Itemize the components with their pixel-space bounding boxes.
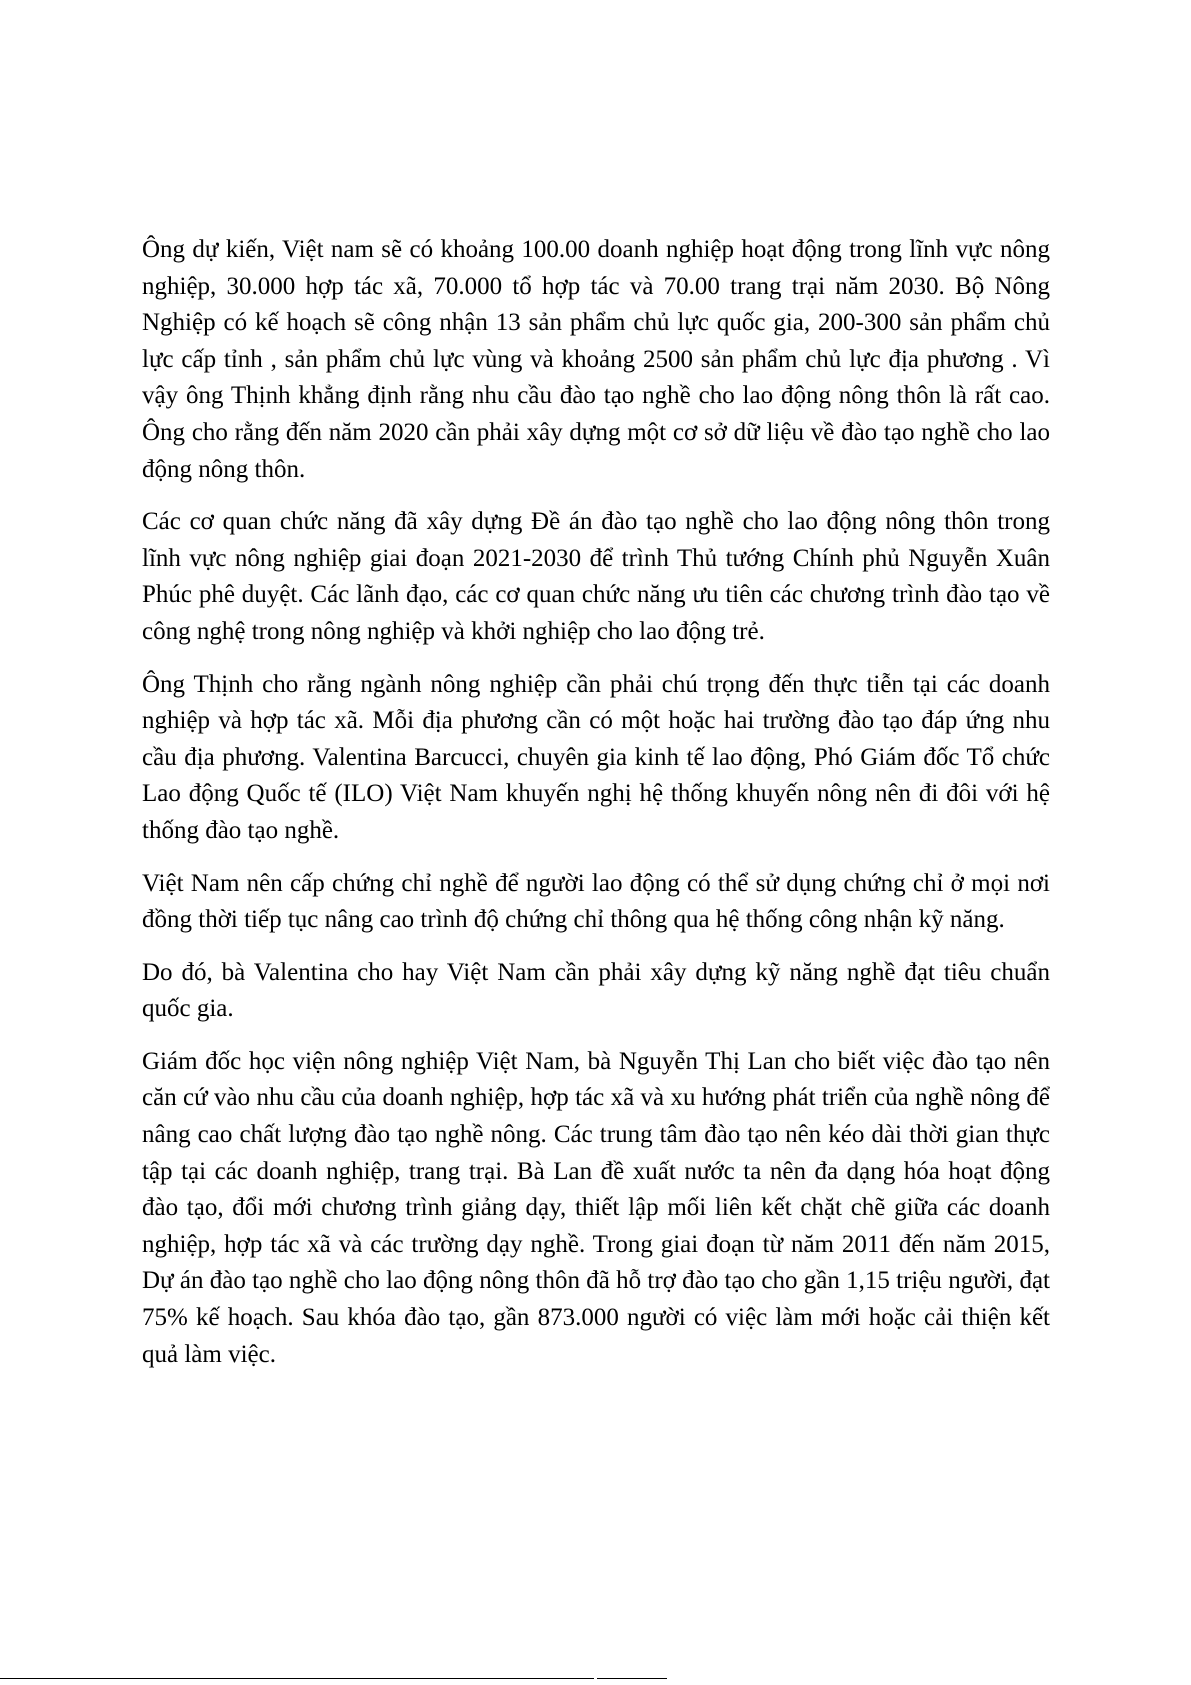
paragraph-3: Ông Thịnh cho rằng ngành nông nghiệp cần phải chú trọng đến thực tiễn tại các doanh nghiệp và hợp tác xã. Mỗi địa phương cần có một hoặc hai trường đào tạo đáp ứng nhu cầu địa phương. Valentina Barcucci, chuyên gia kinh tế lao động, Phó Giám đốc Tổ chức Lao động Quốc tế (ILO) Việt Nam khuyến nghị hệ thống khuyến nông nên đi đôi với hệ thống đào tạo nghề. [142,670,1050,844]
footer-divider [0,1678,594,1679]
paragraph-4: Việt Nam nên cấp chứng chỉ nghề để người lao động có thể sử dụng chứng chỉ ở mọi nơi đồng thời tiếp tục nâng cao trình độ chứng chỉ thông qua hệ thống công nhận kỹ năng. [142,869,1050,934]
paragraph-2: Các cơ quan chức năng đã xây dựng Đề án đào tạo nghề cho lao động nông thôn trong lĩnh vực nông nghiệp giai đoạn 2021-2030 để trình Thủ tướng Chính phủ Nguyễn Xuân Phúc phê duyệt. Các lãnh đạo, các cơ quan chức năng ưu tiên các chương trình đào tạo về công nghệ trong nông nghiệp và khởi nghiệp cho lao động trẻ. [142,508,1050,645]
paragraph-1: Ông dự kiến, Việt nam sẽ có khoảng 100.00 doanh nghiệp hoạt động trong lĩnh vực nông nghiệp, 30.000 hợp tác xã, 70.000 tổ hợp tác và 70.00 trang trại năm 2030. Bộ Nông Nghiệp có kế hoạch sẽ công nhận 13 sản phẩm chủ lực quốc gia, 200-300 sản phẩm chủ lực cấp tỉnh , sản phẩm chủ lực vùng và khoảng 2500 sản phẩm chủ lực địa phương . Vì vậy ông Thịnh khẳng định rằng nhu cầu đào tạo nghề cho lao động nông thôn là rất cao. Ông cho rằng đến năm 2020 cần phải xây dựng một cơ sở dữ liệu về đào tạo nghề cho lao động nông thôn. [142,236,1050,483]
paragraph-5: Do đó, bà Valentina cho hay Việt Nam cần phải xây dựng kỹ năng nghề đạt tiêu chuẩn quốc gia. [142,958,1050,1023]
paragraph-6: Giám đốc học viện nông nghiệp Việt Nam, bà Nguyễn Thị Lan cho biết việc đào tạo nên căn cứ vào nhu cầu của doanh nghiệp, hợp tác xã và xu hướng phát triển của nghề nông để nâng cao chất lượng đào tạo nghề nông. Các trung tâm đào tạo nên kéo dài thời gian thực tập tại các doanh nghiệp, trang trại. Bà Lan đề xuất nước ta nên đa dạng hóa hoạt động đào tạo, đổi mới chương trình giảng dạy, thiết lập mối liên kết chặt chẽ giữa các doanh nghiệp, hợp tác xã và các trường dạy nghề. Trong giai đoạn từ năm 2011 đến năm 2015, Dự án đào tạo nghề cho lao động nông thôn đã hỗ trợ đào tạo cho gần 1,15 triệu người, đạt 75% kế hoạch. Sau khóa đào tạo, gần 873.000 người có việc làm mới hoặc cải thiện kết quả làm việc. [142,1047,1050,1368]
footer-divider-segment [597,1678,667,1679]
document-body [142,232,1050,1389]
